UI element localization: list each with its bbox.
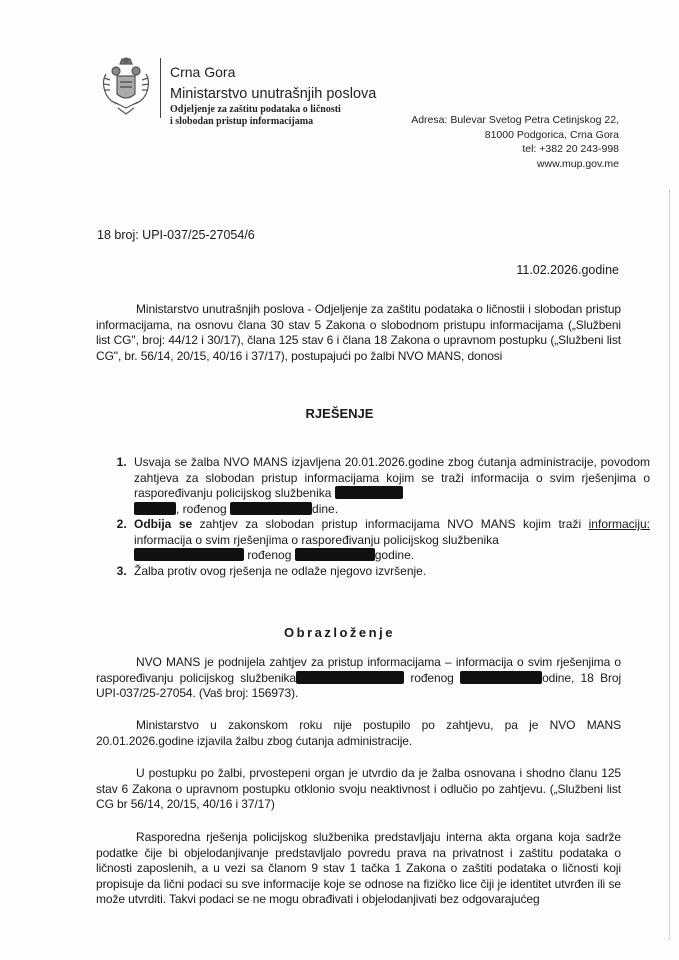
reasoning-paragraph-1: NVO MANS je podnijela zahtjev za pristup informacijama – informacija o svim rješenjima o raspoređivanju policijskog službenika rođenog odine, 18 Broj UPI-037/25-27054. (Vaš broj: 156973).: [96, 655, 622, 700]
department-name: [170, 104, 341, 128]
scan-edge-line: [669, 190, 670, 940]
reasoning-paragraph-3: U postupku po žalbi, prvostepeni organ je utvrdio da je žalba osnovana i shodno članu 125 stav 6 Zakona o upravnom postupku otklonio svoju neaktivnost i odlučio po zahtjevu. („Službeni list CG br 56/14, 20/15, 40/16 i 37/17): [96, 766, 621, 811]
decision-item-3: 3. Žalba protiv ovog rješenja ne odlaže njegovo izvršenje.: [130, 564, 650, 580]
preamble: Ministarstvo unutrašnjih poslova - Odjeljenje za zaštitu podataka o ličnostii i slobodan pristup informacijama, na osnovu člana 30 stav 5 Zakona o slobodnom pristupu informacijama („Službeni list CG", broj: 44/12 i 30/17), člana 125 stav 6 i člana 18 Zakona o upravnom postupku („Službeni list CG", br. 56/14, 20/15, 40/16 i 37/17), postupajući po žalbi NVO MANS, donosi: [96, 302, 621, 363]
department-line-2: i slobodan pristup informacijama: [170, 116, 314, 127]
website: www.mup.gov.me: [536, 157, 619, 170]
decision-list: [100, 455, 650, 579]
address-line-2: 81000 Podgorica, Crna Gora: [484, 128, 619, 141]
reasoning-title: Obrazloženje: [284, 625, 395, 640]
document-date: 11.02.2026.godine: [516, 263, 619, 277]
redacted-date: [460, 671, 542, 684]
phone: tel: +382 20 243-998: [522, 143, 619, 155]
decision-item-1: 1. Usvaja se žalba NVO MANS izjavljena 20.01.2026.godine zbog ćutanja administracije, povodom zahtjeva za slobodan pristup informacijama kojim se traži informacija o svim rješenjima o raspoređivanju policijskog službenika , rođenog dine.: [130, 455, 650, 517]
coat-of-arms-icon: [100, 56, 152, 118]
country-name: Crna Gora: [170, 64, 236, 80]
decision-title: RJEŠENJE: [305, 406, 374, 421]
ministry-name: Ministarstvo unutrašnjih poslova: [170, 86, 377, 102]
department-line-1: Odjeljenje za zaštitu podataka o ličnosti: [170, 104, 341, 115]
reasoning-paragraph-4: Rasporedna rješenja policijskog službenika predstavljaju interna akta organa koja sadrže podatke čije bi objelodanjivanje predstavljalo povredu prava na privatnost i zaštitu podataka o ličnosti zaposlenih, a u vezi sa članom 9 stav 1 tačka 1 Zakona o zaštiti podataka o ličnosti koji propisuje da lični podaci su sve informacije koje se odnose na fizičko lice čiji je identitet utvrđen ili se može utvrditi. Takvi podaci se ne mogu obrađivati i objelodanjivati bez odgovarajućeg: [96, 830, 621, 906]
decision-item-2: 2. Odbija se zahtjev za slobodan pristup informacijama NVO MANS kojim traži informaciju: informacija o svim rješenjima o raspoređivanju policijskog službenika rođenog godine.: [130, 517, 650, 564]
redacted-name: [134, 548, 244, 561]
reference-number: 18 broj: UPI-037/25-27054/6: [97, 228, 255, 242]
redacted-date: [230, 502, 312, 515]
header-divider: [160, 58, 161, 118]
reasoning-paragraph-2: Ministarstvo u zakonskom roku nije postupilo po zahtjevu, pa je NVO MANS 20.01.2026.godine izjavila žalbu zbog ćutanja administracije.: [96, 718, 621, 748]
contact-block: [411, 113, 619, 171]
redacted-name: [134, 502, 176, 515]
redacted-name: [335, 486, 403, 499]
redacted-name: [296, 671, 404, 684]
address-line-1: Adresa: Bulevar Svetog Petra Cetinjskog 22,: [411, 114, 619, 126]
redacted-date: [295, 548, 375, 561]
